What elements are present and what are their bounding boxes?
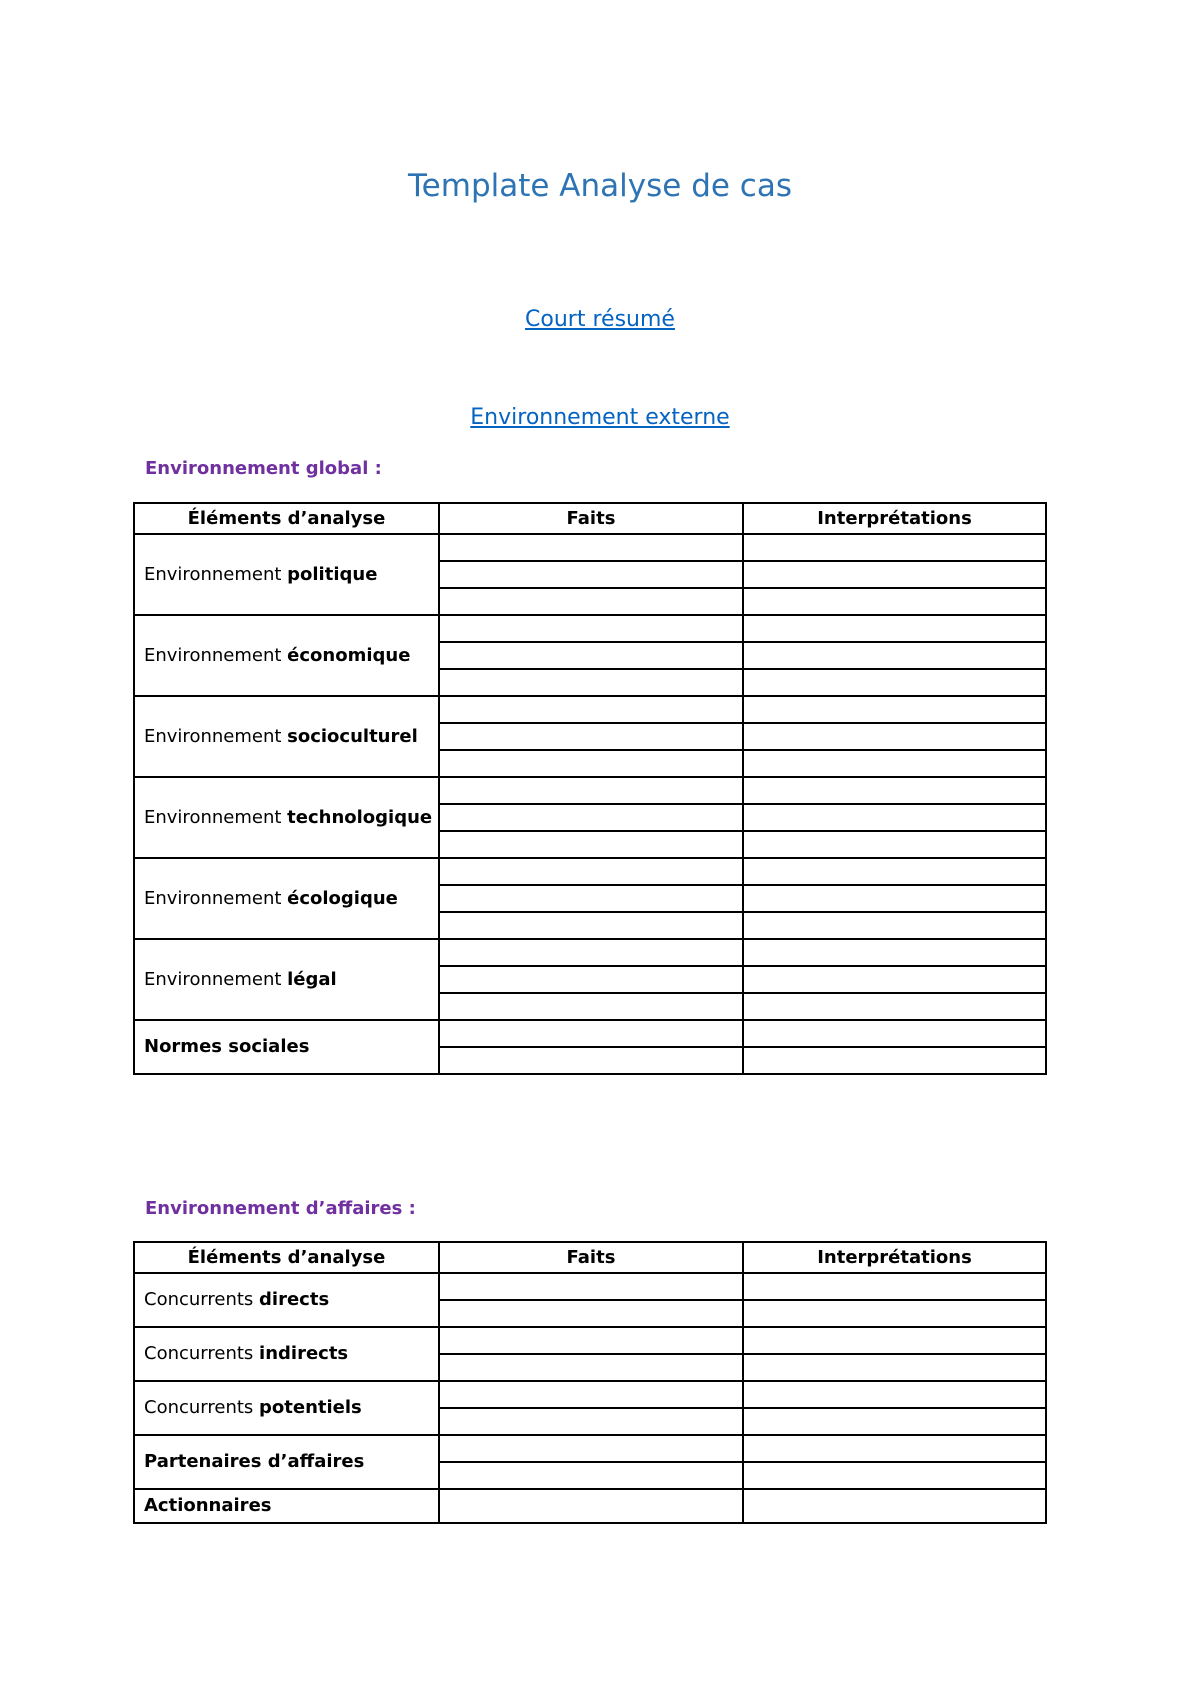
table-row	[134, 1273, 1046, 1300]
interpretations-cell[interactable]	[743, 588, 1046, 615]
facts-cell[interactable]	[439, 723, 743, 750]
analysis-element-cell	[134, 939, 439, 1020]
facts-cell[interactable]	[439, 831, 743, 858]
facts-cell[interactable]	[439, 588, 743, 615]
interpretations-cell[interactable]	[743, 1047, 1046, 1074]
global-environment-label: Environnement global :	[145, 458, 382, 479]
element-label-emphasis: Partenaires d’affaires	[144, 1451, 365, 1472]
analysis-element-cell	[134, 1273, 439, 1327]
interpretations-cell[interactable]	[743, 561, 1046, 588]
element-label-emphasis: socioculturel	[287, 725, 418, 747]
facts-cell[interactable]	[439, 858, 743, 885]
analysis-element-cell	[134, 1327, 439, 1381]
facts-cell[interactable]	[439, 561, 743, 588]
analysis-element-cell	[134, 777, 439, 858]
facts-cell[interactable]	[439, 1435, 743, 1462]
analysis-element-cell	[134, 1489, 439, 1523]
business-environment-table	[133, 1241, 1047, 1524]
facts-cell[interactable]	[439, 534, 743, 561]
interpretations-cell[interactable]	[743, 804, 1046, 831]
interpretations-cell[interactable]	[743, 723, 1046, 750]
interpretations-cell[interactable]	[743, 1462, 1046, 1489]
facts-cell[interactable]	[439, 669, 743, 696]
interpretations-cell[interactable]	[743, 858, 1046, 885]
table-row	[134, 1020, 1046, 1047]
interpretations-cell[interactable]	[743, 642, 1046, 669]
element-label-emphasis: économique	[287, 644, 411, 666]
interpretations-cell[interactable]	[743, 615, 1046, 642]
analysis-element-cell	[134, 1435, 439, 1489]
element-label-emphasis: Normes sociales	[144, 1036, 310, 1057]
facts-cell[interactable]	[439, 1408, 743, 1435]
element-label-prefix: Environnement	[144, 563, 288, 585]
interpretations-cell[interactable]	[743, 669, 1046, 696]
table-row	[134, 1327, 1046, 1354]
interpretations-cell[interactable]	[743, 1381, 1046, 1408]
interpretations-cell[interactable]	[743, 831, 1046, 858]
interpretations-cell[interactable]	[743, 1435, 1046, 1462]
facts-cell[interactable]	[439, 1489, 743, 1523]
interpretations-cell[interactable]	[743, 1300, 1046, 1327]
table-row	[134, 1435, 1046, 1462]
interpretations-cell[interactable]	[743, 1327, 1046, 1354]
element-label-emphasis: indirects	[259, 1343, 349, 1364]
facts-cell[interactable]	[439, 1300, 743, 1327]
facts-cell[interactable]	[439, 1047, 743, 1074]
element-label-prefix: Environnement	[144, 806, 288, 828]
table-body	[134, 1273, 1046, 1523]
element-label-prefix: Environnement	[144, 968, 288, 990]
table-row	[134, 777, 1046, 804]
facts-cell[interactable]	[439, 1273, 743, 1300]
interpretations-cell[interactable]	[743, 939, 1046, 966]
header-facts: Faits	[439, 503, 743, 534]
interpretations-cell[interactable]	[743, 885, 1046, 912]
element-label-prefix: Environnement	[144, 644, 288, 666]
facts-cell[interactable]	[439, 993, 743, 1020]
table-row	[134, 858, 1046, 885]
interpretations-cell[interactable]	[743, 1273, 1046, 1300]
facts-cell[interactable]	[439, 642, 743, 669]
element-label-prefix: Environnement	[144, 887, 288, 909]
facts-cell[interactable]	[439, 696, 743, 723]
facts-cell[interactable]	[439, 939, 743, 966]
element-label-emphasis: Actionnaires	[144, 1495, 272, 1516]
table-header-row	[134, 503, 1046, 534]
interpretations-cell[interactable]	[743, 993, 1046, 1020]
interpretations-cell[interactable]	[743, 966, 1046, 993]
element-label-emphasis: technologique	[287, 806, 433, 828]
element-label-prefix: Concurrents	[144, 1397, 260, 1418]
interpretations-cell[interactable]	[743, 1489, 1046, 1523]
interpretations-cell[interactable]	[743, 777, 1046, 804]
element-label-emphasis: directs	[259, 1289, 330, 1310]
element-label-emphasis: légal	[287, 968, 337, 990]
interpretations-cell[interactable]	[743, 1020, 1046, 1047]
element-label-prefix: Environnement	[144, 725, 288, 747]
analysis-element-cell	[134, 858, 439, 939]
facts-cell[interactable]	[439, 1020, 743, 1047]
facts-cell[interactable]	[439, 1327, 743, 1354]
analysis-element-cell	[134, 696, 439, 777]
header-elements: Éléments d’analyse	[134, 503, 439, 534]
interpretations-cell[interactable]	[743, 1408, 1046, 1435]
interpretations-cell[interactable]	[743, 1354, 1046, 1381]
analysis-element-cell	[134, 1020, 439, 1074]
facts-cell[interactable]	[439, 1381, 743, 1408]
analysis-element-cell	[134, 534, 439, 615]
facts-cell[interactable]	[439, 1462, 743, 1489]
header-interpretations: Interprétations	[743, 1242, 1046, 1273]
facts-cell[interactable]	[439, 1354, 743, 1381]
external-environment-heading[interactable]: Environnement externe	[470, 405, 730, 430]
table-row	[134, 534, 1046, 561]
table-header-row	[134, 1242, 1046, 1273]
element-label-emphasis: potentiels	[259, 1397, 362, 1418]
header-elements: Éléments d’analyse	[134, 1242, 439, 1273]
interpretations-cell[interactable]	[743, 696, 1046, 723]
analysis-element-cell	[134, 615, 439, 696]
facts-cell[interactable]	[439, 615, 743, 642]
interpretations-cell[interactable]	[743, 534, 1046, 561]
facts-cell[interactable]	[439, 750, 743, 777]
table-row	[134, 615, 1046, 642]
analysis-element-cell	[134, 1381, 439, 1435]
document-title: Template Analyse de cas	[408, 168, 792, 204]
header-interpretations: Interprétations	[743, 503, 1046, 534]
element-label-prefix: Concurrents	[144, 1343, 260, 1364]
summary-heading[interactable]: Court résumé	[525, 307, 675, 332]
table-row	[134, 1489, 1046, 1523]
header-facts: Faits	[439, 1242, 743, 1273]
global-environment-table	[133, 502, 1047, 1075]
facts-cell[interactable]	[439, 885, 743, 912]
element-label-prefix: Concurrents	[144, 1289, 260, 1310]
facts-cell[interactable]	[439, 804, 743, 831]
business-environment-label: Environnement d’affaires :	[145, 1198, 416, 1219]
interpretations-cell[interactable]	[743, 750, 1046, 777]
interpretations-cell[interactable]	[743, 912, 1046, 939]
table-body	[134, 534, 1046, 1074]
facts-cell[interactable]	[439, 912, 743, 939]
element-label-emphasis: écologique	[287, 887, 398, 909]
element-label-emphasis: politique	[287, 563, 378, 585]
facts-cell[interactable]	[439, 777, 743, 804]
table-row	[134, 696, 1046, 723]
facts-cell[interactable]	[439, 966, 743, 993]
table-row	[134, 939, 1046, 966]
table-row	[134, 1381, 1046, 1408]
